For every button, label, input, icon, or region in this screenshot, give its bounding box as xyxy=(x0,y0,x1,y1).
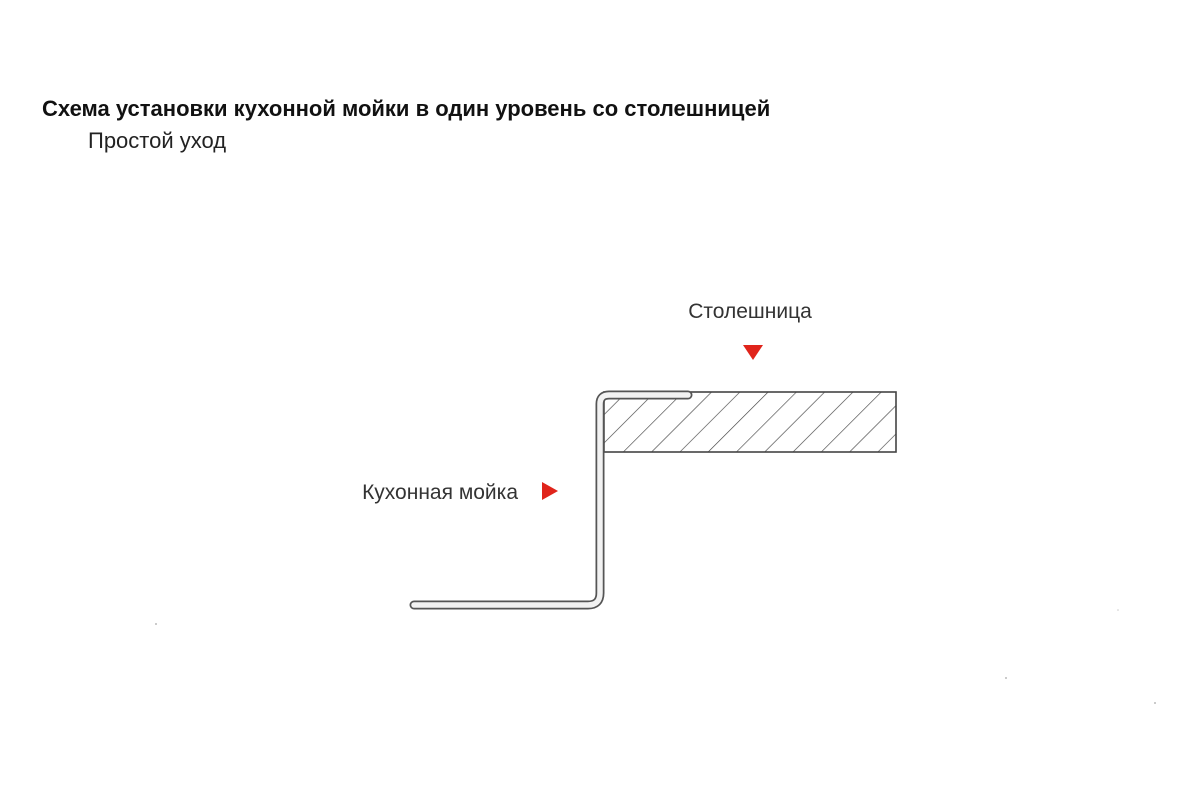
sink-pointer-arrow xyxy=(542,482,558,500)
page-subtitle: Простой уход xyxy=(88,128,227,153)
scan-speckles xyxy=(155,609,1156,704)
sink-label: Кухонная мойка xyxy=(362,481,518,504)
countertop-label: Столешница xyxy=(688,300,812,323)
countertop xyxy=(604,392,896,452)
countertop-pointer-arrow xyxy=(743,345,763,360)
page-title: Схема установки кухонной мойки в один уровень со столешницей xyxy=(42,96,771,121)
